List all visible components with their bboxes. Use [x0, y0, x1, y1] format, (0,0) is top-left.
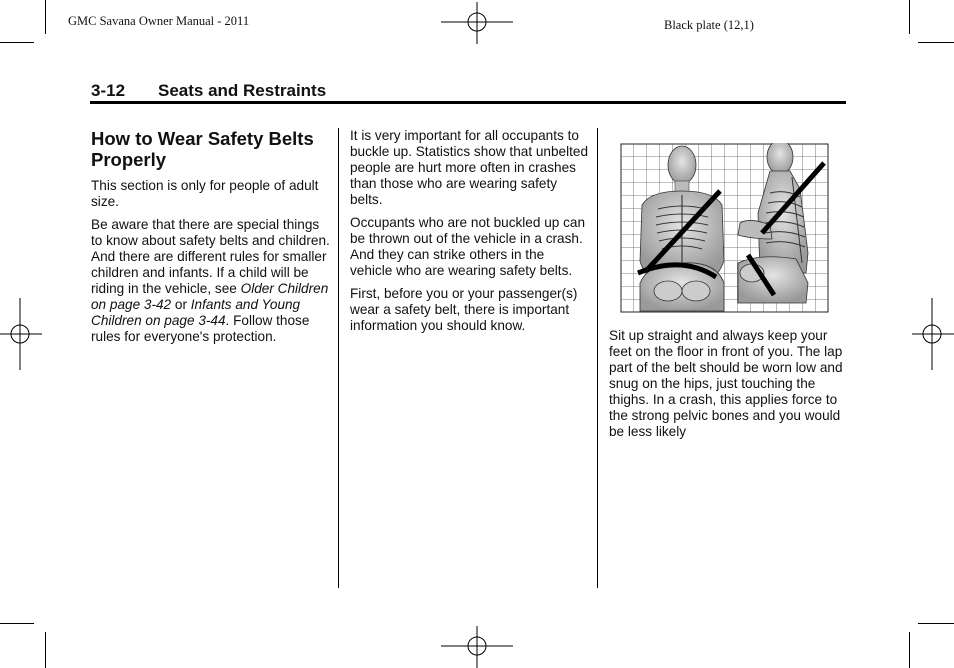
column-2 — [350, 128, 590, 341]
header-rule — [90, 101, 846, 104]
safety-belt-skeleton-icon — [620, 143, 830, 313]
page-number: 3-12 — [91, 81, 126, 100]
section-title: Seats and Restraints — [158, 81, 327, 100]
crop-mark — [909, 0, 910, 34]
paragraph: Sit up straight and always keep your feet on the floor in front of you. The lap part of the belt should be worn low and snug on the hips, just touching the thighs. In a crash, this applies force to the strong pelvic bones and you would be less likely — [609, 328, 843, 439]
safety-belt-figure — [620, 143, 830, 313]
registration-mark-icon — [441, 622, 515, 668]
paragraph: First, before you or your passenger(s) wear a safety belt, there is important information you should know. — [350, 286, 578, 333]
paragraph: Occupants who are not buckled up can be thrown out of the vehicle in a crash. And they can strike others in the vehicle who are wearing safety belts. — [350, 215, 586, 278]
article-heading: How to Wear Safety Belts Properly — [91, 128, 314, 170]
column-divider — [338, 128, 339, 588]
paragraph: Be aware that there are special things to know about safety belts and children. And there are different rules for smaller children and infants. If a child will be riding in the vehicle, see Older Children on page 3-42 or Infants and Young Children on page 3-44. Follow those rules for everyone's protection. — [91, 217, 330, 344]
crop-mark — [0, 42, 34, 43]
column-3 — [609, 328, 849, 447]
crop-mark — [45, 0, 46, 34]
crop-mark — [0, 623, 34, 624]
crop-mark — [45, 632, 46, 668]
column-1 — [91, 128, 331, 352]
column-divider — [597, 128, 598, 588]
paragraph: It is very important for all occupants to buckle up. Statistics show that unbelted people are hurt more often in crashes than those who are wearing safety belts. — [350, 128, 589, 207]
crop-mark — [909, 632, 910, 668]
slug-right: Black plate (12,1) — [664, 18, 754, 32]
cross-reference-link[interactable]: Infants and Young Children on page 3-44 — [91, 297, 301, 328]
crop-mark — [918, 623, 954, 624]
registration-mark-icon — [910, 298, 954, 370]
slug-left: GMC Savana Owner Manual - 2011 — [68, 14, 250, 28]
paragraph: This section is only for people of adult size. — [91, 178, 319, 209]
crop-mark — [918, 42, 954, 43]
registration-mark-icon — [0, 298, 44, 370]
cross-reference-link[interactable]: Older Children on page 3-42 — [91, 281, 329, 312]
registration-mark-icon — [441, 2, 515, 46]
